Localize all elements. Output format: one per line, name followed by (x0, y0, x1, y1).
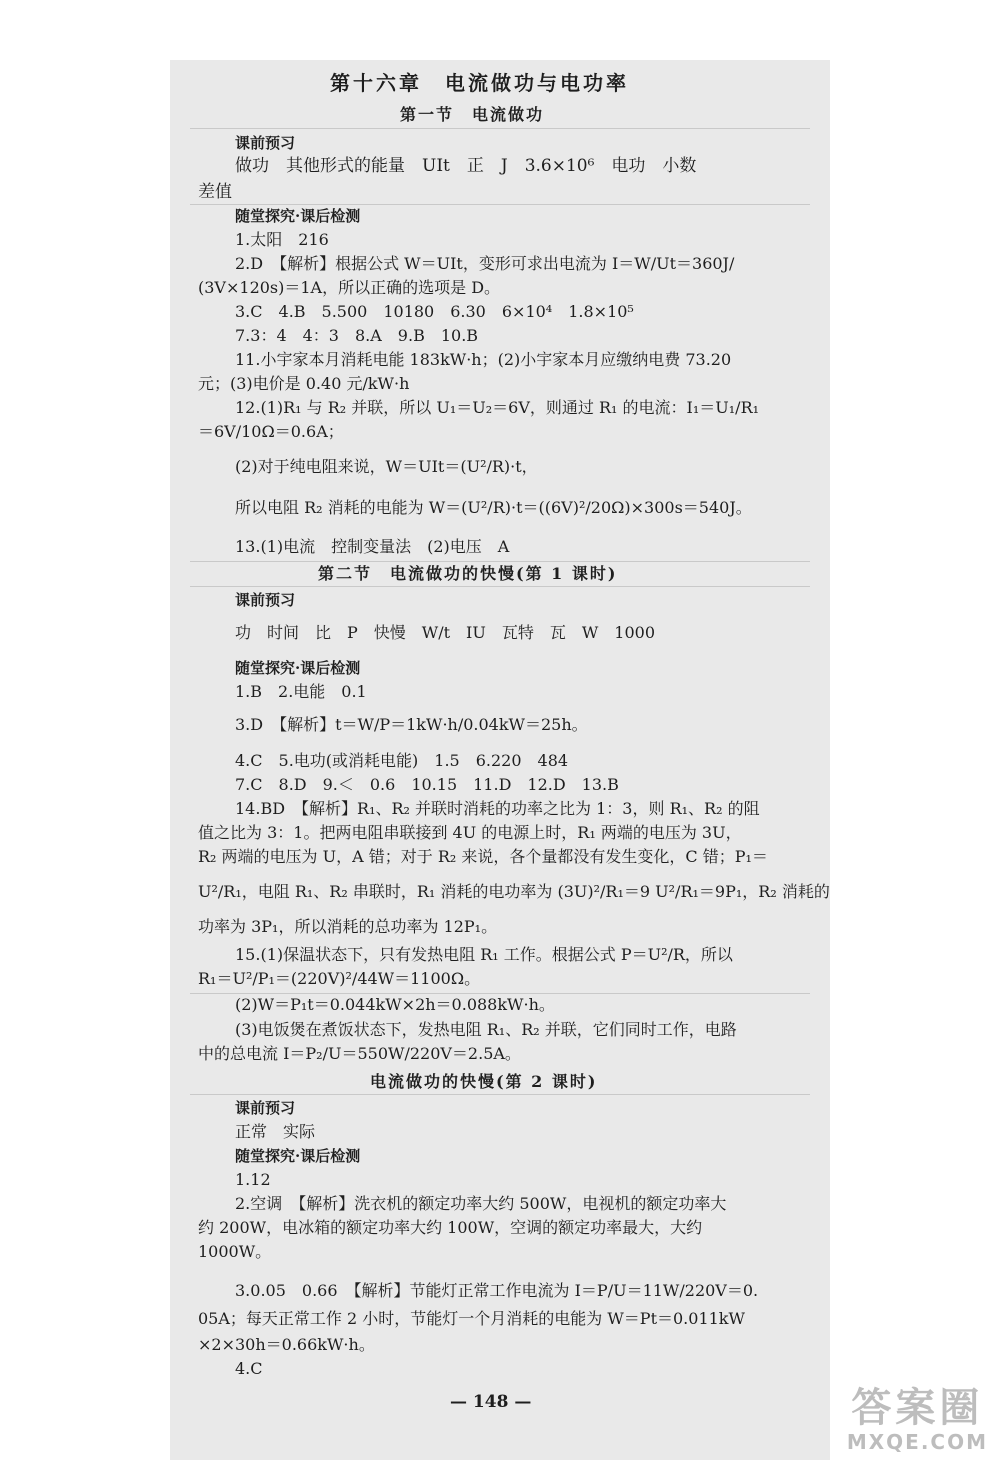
text-line: 13.(1)电流 控制变量法 (2)电压 A (235, 537, 510, 556)
text-line: 14.BD 【解析】R₁、R₂ 并联时消耗的功率之比为 1：3，则 R₁、R₂ 的阻 (235, 799, 760, 818)
section-title: 电流做功的快慢(第 2 课时) (370, 1072, 598, 1091)
subheading: 课前预习 (235, 591, 296, 609)
divider (190, 561, 810, 562)
text-line: 7.3：4 4：3 8.A 9.B 10.B (235, 326, 479, 345)
subheading: 随堂探究·课后检测 (235, 1147, 361, 1165)
section-title: 第一节 电流做功 (400, 105, 545, 124)
divider (190, 586, 810, 587)
divider (190, 1094, 810, 1095)
text-line: 3.0.05 0.66 【解析】节能灯正常工作电流为 I＝P/U＝11W/220V＝0. (235, 1281, 759, 1300)
text-line: 1.太阳 216 (235, 230, 329, 249)
text-line: 1.12 (235, 1170, 271, 1189)
section-title: 第二节 电流做功的快慢(第 1 课时) (318, 564, 618, 583)
text-line: 2.空调 【解析】洗衣机的额定功率大约 500W，电视机的额定功率大 (235, 1194, 727, 1213)
text-line: 值之比为 3：1。把两电阻串联接到 4U 的电源上时，R₁ 两端的电压为 3U， (198, 823, 742, 842)
text-line: 约 200W，电冰箱的额定功率大约 100W，空调的额定功率最大，大约 (198, 1218, 703, 1237)
text-line: U²/R₁，电阻 R₁、R₂ 串联时，R₁ 消耗的电功率为 (3U)²/R₁＝9 U²/R₁＝9P₁，R₂ 消耗的 (198, 882, 830, 901)
text-line: 12.(1)R₁ 与 R₂ 并联，所以 U₁＝U₂＝6V，则通过 R₁ 的电流：I₁＝U₁/R₁ (235, 398, 760, 417)
text-line: 所以电阻 R₂ 消耗的电能为 W＝(U²/R)·t＝((6V)²/20Ω)×300s＝540J。 (235, 498, 752, 517)
text-line: 功率为 3P₁，所以消耗的总功率为 12P₁。 (198, 917, 498, 936)
text-line: 功 时间 比 P 快慢 W/t IU 瓦特 瓦 W 1000 (235, 623, 656, 642)
subheading: 课前预习 (235, 1099, 296, 1117)
text-line: 正常 实际 (235, 1122, 316, 1141)
page-number: — 148 — (450, 1392, 532, 1412)
text-line: 元；(3)电价是 0.40 元/kW·h (198, 374, 410, 393)
text-line: 3.C 4.B 5.500 10180 6.30 6×10⁴ 1.8×10⁵ (235, 302, 634, 321)
subheading: 随堂探究·课后检测 (235, 659, 361, 677)
text-line: 05A；每天正常工作 2 小时，节能灯一个月消耗的电能为 W＝Pt＝0.011kW (198, 1309, 745, 1328)
chapter-title: 第十六章 电流做功与电功率 (330, 71, 629, 95)
text-line: R₁＝U²/P₁＝(220V)²/44W＝1100Ω。 (198, 969, 481, 988)
text-line: 11.小宇家本月消耗电能 183kW·h；(2)小宇家本月应缴纳电费 73.20 (235, 350, 732, 369)
text-line: 差值 (198, 182, 232, 202)
text-line: (3V×120s)＝1A，所以正确的选项是 D。 (198, 278, 501, 297)
watermark-logo (847, 1386, 988, 1454)
text-line: 4.C 5.电功(或消耗电能) 1.5 6.220 484 (235, 751, 569, 770)
watermark-text: 答案圈 (851, 1385, 984, 1431)
watermark-url: MXQE.COM (846, 1430, 988, 1454)
text-line: 7.C 8.D 9.＜ 0.6 10.15 11.D 12.D 13.B (235, 775, 619, 794)
subheading: 课前预习 (235, 134, 296, 152)
text-line: 中的总电流 I＝P₂/U＝550W/220V＝2.5A。 (198, 1044, 521, 1063)
text-line: R₂ 两端的电压为 U，A 错；对于 R₂ 来说，各个量都没有发生变化，C 错；P₁＝ (198, 847, 768, 866)
text-line: (3)电饭煲在煮饭状态下，发热电阻 R₁、R₂ 并联，它们同时工作，电路 (235, 1020, 737, 1039)
text-line: 做功 其他形式的能量 UIt 正 J 3.6×10⁶ 电功 小数 (235, 156, 697, 176)
text-line: 3.D 【解析】t＝W/P＝1kW·h/0.04kW＝25h。 (235, 715, 588, 734)
text-line: ×2×30h＝0.66kW·h。 (198, 1335, 375, 1354)
divider (190, 128, 810, 129)
text-line: 1.B 2.电能 0.1 (235, 682, 367, 701)
text-line: ＝6V/10Ω＝0.6A； (198, 422, 344, 441)
text-line: (2)W＝P₁t＝0.044kW×2h＝0.088kW·h。 (235, 995, 555, 1014)
text-line: 2.D 【解析】根据公式 W＝UIt，变形可求出电流为 I＝W/Ut＝360J/ (235, 254, 735, 273)
subheading: 随堂探究·课后检测 (235, 207, 361, 225)
text-line: (2)对于纯电阻来说，W＝UIt＝(U²/R)·t， (235, 457, 538, 476)
text-line: 15.(1)保温状态下，只有发热电阻 R₁ 工作。根据公式 P＝U²/R，所以 (235, 945, 733, 964)
text-line: 1000W。 (198, 1242, 272, 1261)
text-line: 4.C (235, 1359, 263, 1378)
